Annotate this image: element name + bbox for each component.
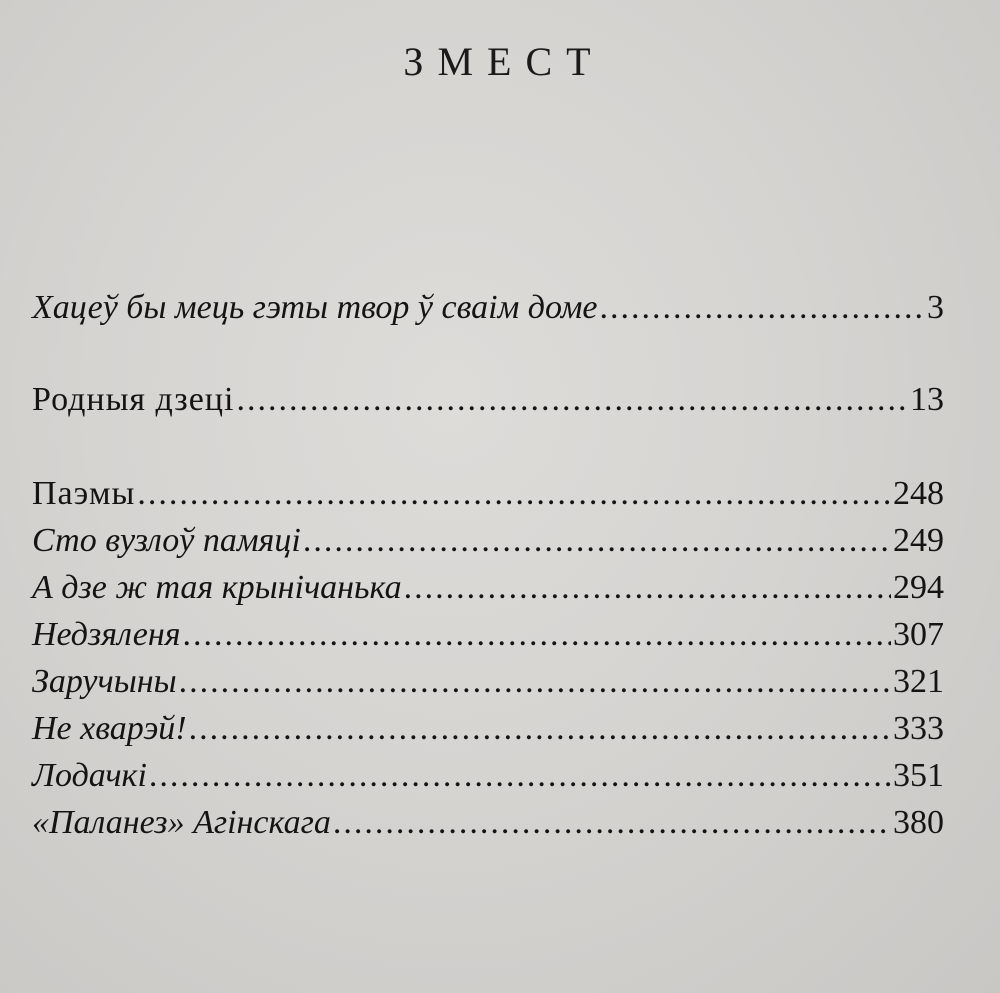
dot-leader [599, 288, 925, 328]
toc-entry-page: 294 [893, 569, 944, 606]
dot-leader [149, 756, 891, 796]
dot-leader [137, 474, 891, 514]
toc-entry-title: Недзяленя [32, 616, 181, 653]
dot-leader [333, 803, 891, 843]
toc-entry-title: Хацеў бы мець гэты твор ў сваім доме [32, 289, 598, 326]
toc-entry [32, 568, 944, 608]
toc-entry [32, 756, 944, 796]
toc-entry [32, 474, 944, 514]
toc-entry-title: Не хварэй! [32, 710, 187, 747]
dot-leader [183, 615, 891, 655]
toc-entry [32, 803, 944, 843]
contents-heading: ЗМЕСТ [403, 39, 605, 84]
toc-entry-page: 380 [893, 804, 944, 841]
toc-entry-title: А дзе ж тая крынічанька [32, 569, 402, 606]
dot-leader [189, 709, 891, 749]
toc-entry-title: «Паланез» Агінскага [32, 804, 331, 841]
toc-entry-page: 307 [893, 616, 944, 653]
toc-entry [32, 288, 944, 328]
toc-entry-page: 248 [893, 475, 944, 512]
toc-entry-page: 13 [910, 381, 944, 418]
dot-leader [404, 568, 891, 608]
toc-entry [32, 380, 944, 420]
toc-entry-title: Сто вузлоў памяці [32, 522, 301, 559]
dot-leader [179, 662, 891, 702]
toc-entry-page: 351 [893, 757, 944, 794]
toc-entry-page: 249 [893, 522, 944, 559]
toc-entry [32, 615, 944, 655]
toc-entry [32, 662, 944, 702]
toc-entry [32, 521, 944, 561]
toc-entry [32, 709, 944, 749]
toc-entry-page: 3 [927, 289, 944, 326]
dot-leader [303, 521, 891, 561]
dot-leader [236, 380, 908, 420]
toc-entry-title: Заручыны [32, 663, 177, 700]
toc-entry-title: Родныя дзеці [32, 381, 235, 418]
toc-entry-title: Лодачкі [32, 757, 147, 794]
toc-entry-page: 321 [893, 663, 944, 700]
toc-entry-title: Паэмы [32, 475, 136, 512]
toc-entry-page: 333 [893, 710, 944, 747]
